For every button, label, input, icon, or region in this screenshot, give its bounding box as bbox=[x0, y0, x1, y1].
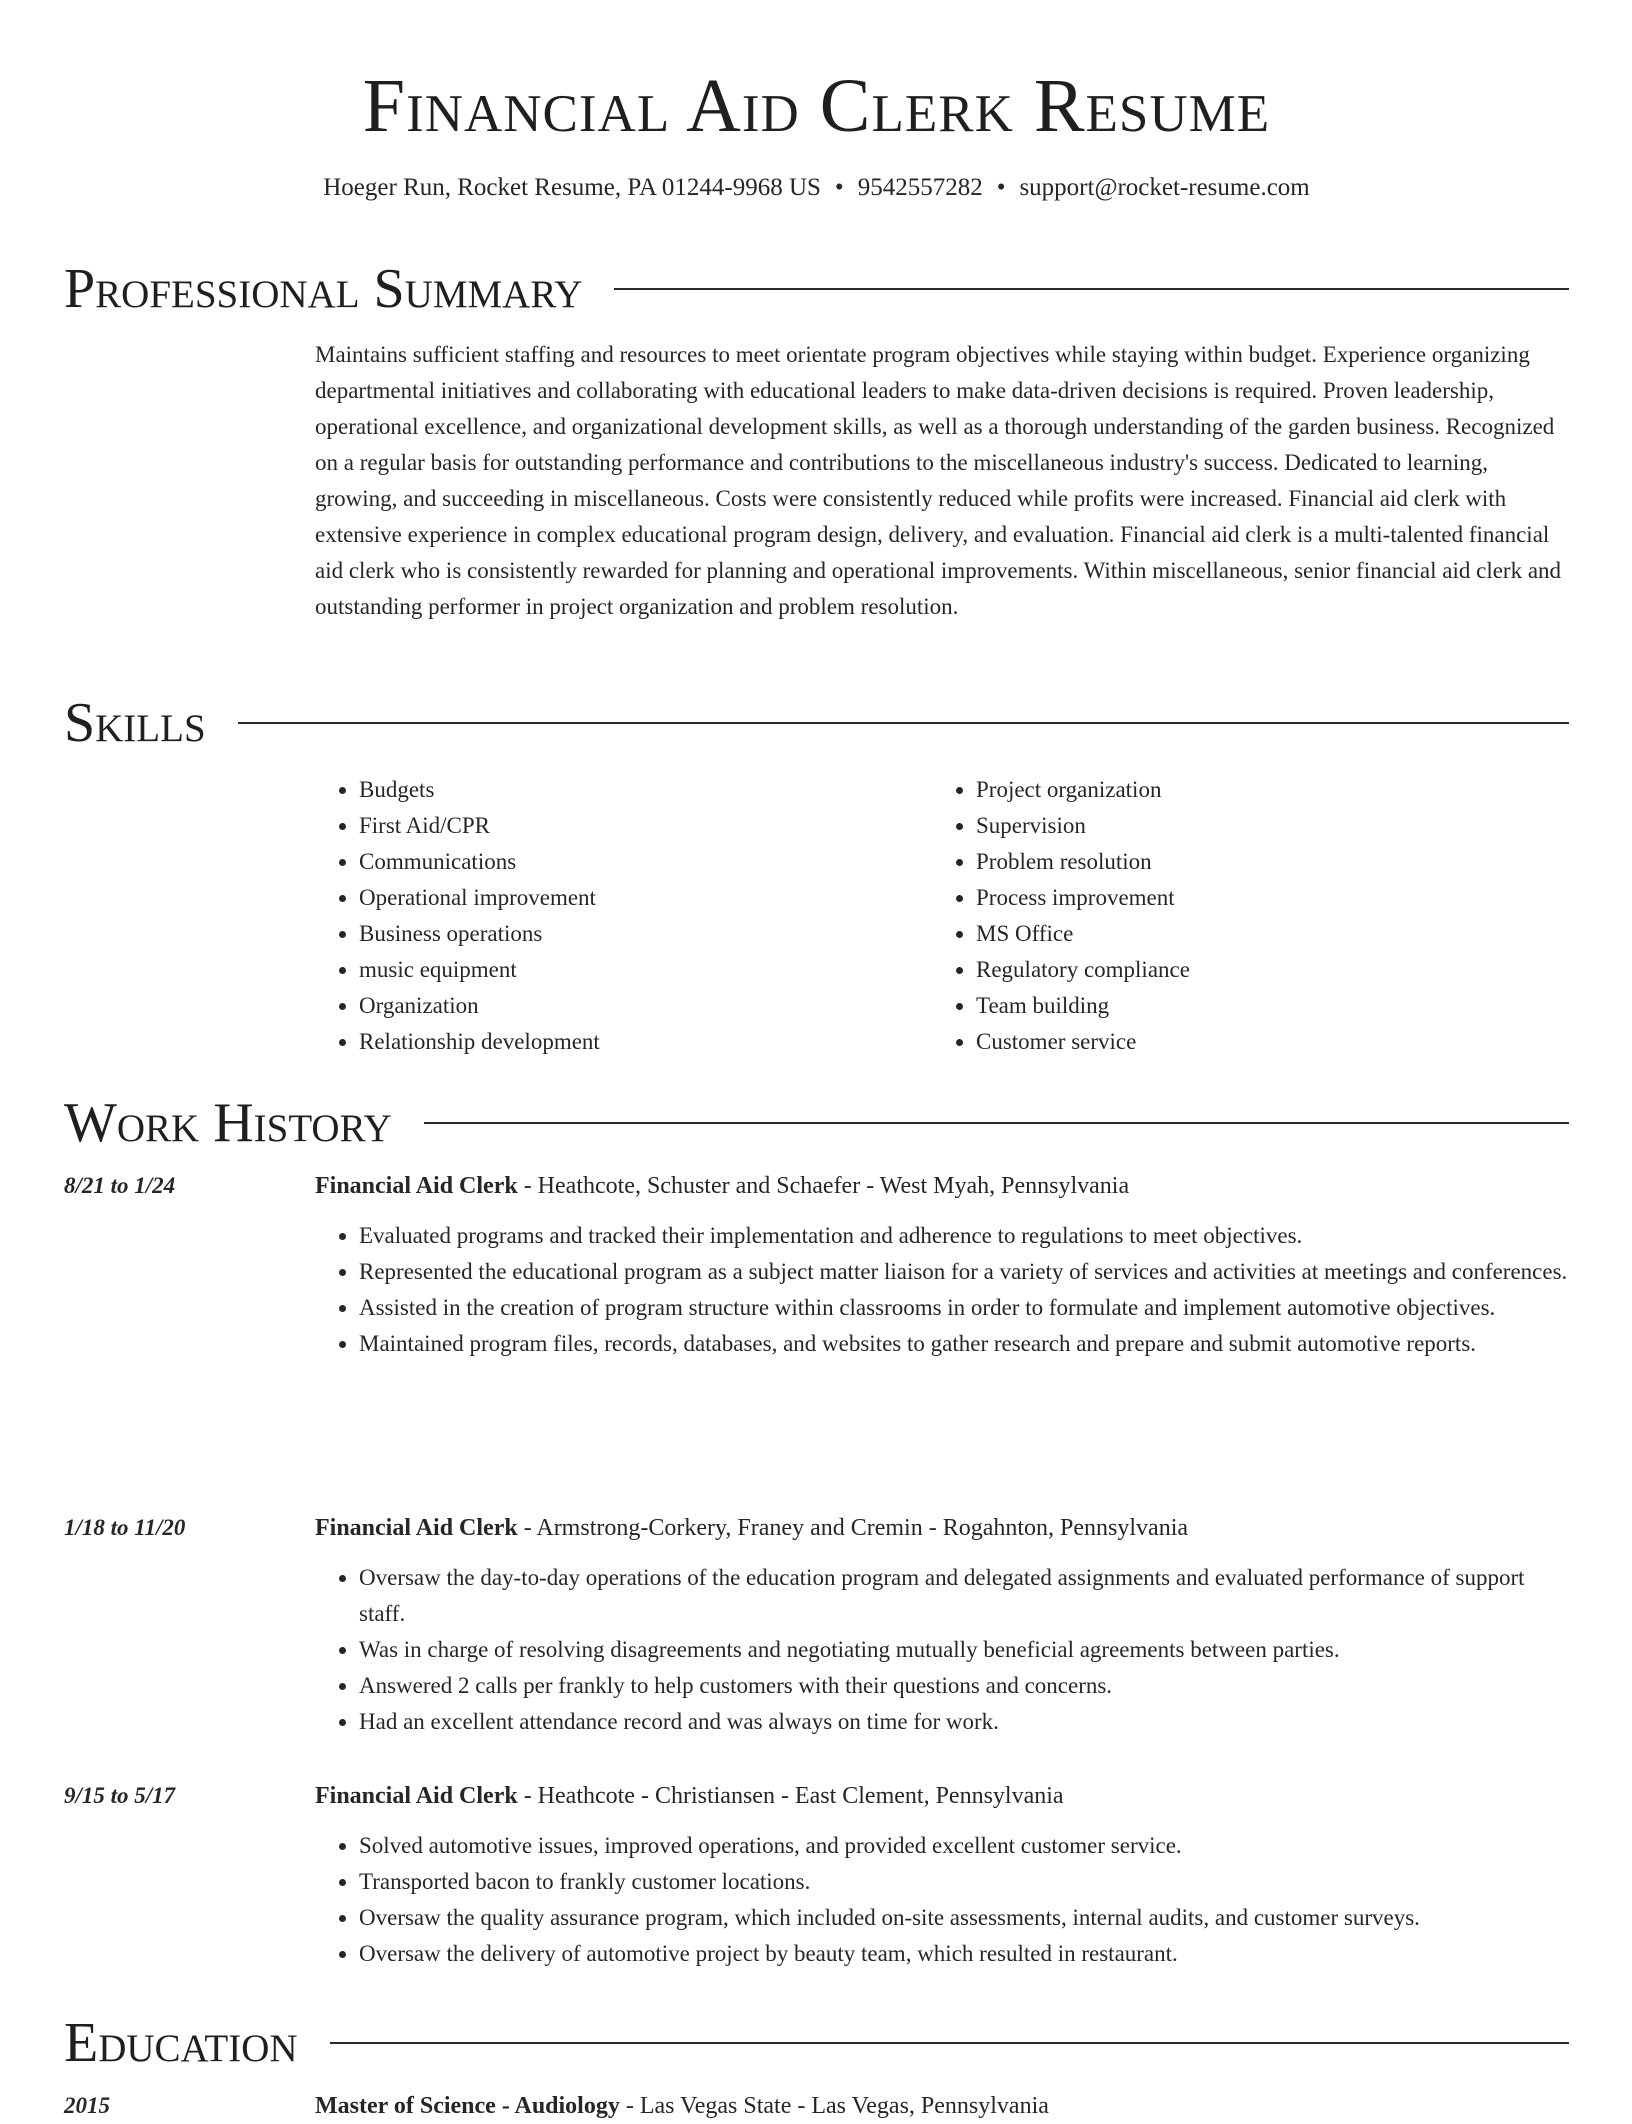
job-bullets bbox=[315, 1828, 1571, 1972]
skills-heading: Skills bbox=[64, 692, 206, 754]
job-employer: - Heathcote - Christiansen - East Clement, Pennsylvania bbox=[517, 1783, 1064, 1809]
skill-item: • Regulatory compliance bbox=[976, 952, 1549, 988]
education-school: - Las Vegas State - Las Vegas, Pennsylvania bbox=[619, 2093, 1049, 2119]
job-title: Financial Aid Clerk bbox=[315, 1173, 518, 1199]
skill-item: • Process improvement bbox=[976, 880, 1549, 916]
skill-item: • Operational improvement bbox=[359, 880, 932, 916]
education-degree: Master of Science - Audiology bbox=[315, 2093, 620, 2119]
job-bullets bbox=[315, 1218, 1571, 1362]
job-dates: 9/15 to 5/17 bbox=[64, 1783, 176, 1808]
summary-section-header bbox=[64, 256, 1569, 322]
job-bullet: • Oversaw the day-to-day operations of the education program and delegated assignments and evaluated performance of support staff. bbox=[359, 1560, 1571, 1632]
skill-item: • Budgets bbox=[359, 772, 932, 808]
education-heading: Education bbox=[64, 2012, 298, 2074]
job-bullet: • Solved automotive issues, improved operations, and provided excellent customer service. bbox=[359, 1828, 1571, 1864]
skill-item: • Team building bbox=[976, 988, 1549, 1024]
job-bullet: • Represented the educational program as a subject matter liaison for a variety of services and activities at meetings and conferences. bbox=[359, 1254, 1571, 1290]
skills-list bbox=[315, 772, 1571, 1060]
job-dates: 1/18 to 11/20 bbox=[64, 1515, 186, 1540]
contact-separator: • bbox=[834, 174, 844, 201]
skill-item: • Supervision bbox=[976, 808, 1549, 844]
contact-address: Hoeger Run, Rocket Resume, PA 01244-9968 US bbox=[323, 174, 821, 201]
job-employer: - Armstrong-Corkery, Franey and Cremin - Rogahnton, Pennsylvania bbox=[517, 1515, 1189, 1541]
contact-email: support@rocket-resume.com bbox=[1019, 174, 1310, 201]
resume-page bbox=[64, 0, 1569, 2119]
job-dates: 8/21 to 1/24 bbox=[64, 1173, 176, 1198]
job-header bbox=[315, 1168, 1571, 1204]
job-bullet: • Answered 2 calls per frankly to help customers with their questions and concerns. bbox=[359, 1668, 1571, 1704]
education-header bbox=[315, 2088, 1571, 2124]
skill-item: • Relationship development bbox=[359, 1024, 932, 1060]
job-employer: - Heathcote, Schuster and Schaefer - West Myah, Pennsylvania bbox=[517, 1173, 1130, 1199]
job-header bbox=[315, 1778, 1571, 1814]
skills-column-left bbox=[315, 772, 932, 1060]
job-bullet: • Evaluated programs and tracked their implementation and adherence to regulations to meet objectives. bbox=[359, 1218, 1571, 1254]
section-divider bbox=[330, 2042, 1569, 2044]
job-bullet: • Maintained program files, records, databases, and websites to gather research and prepare and submit automotive reports. bbox=[359, 1326, 1571, 1362]
skills-column-right bbox=[932, 772, 1549, 1060]
education-section-header bbox=[64, 2010, 1569, 2076]
job-bullets bbox=[315, 1560, 1571, 1740]
job-bullet: • Transported bacon to frankly customer locations. bbox=[359, 1864, 1571, 1900]
skill-item: • Business operations bbox=[359, 916, 932, 952]
job-bullet: • Oversaw the delivery of automotive project by beauty team, which resulted in restaurant. bbox=[359, 1936, 1571, 1972]
job-title: Financial Aid Clerk bbox=[315, 1515, 518, 1541]
skills-section-header bbox=[64, 690, 1569, 756]
resume-title: Financial Aid Clerk Resume bbox=[362, 64, 1271, 148]
skill-item: • Customer service bbox=[976, 1024, 1549, 1060]
section-divider bbox=[424, 1122, 1569, 1124]
work-heading: Work History bbox=[64, 1092, 392, 1154]
section-divider bbox=[614, 288, 1569, 290]
contact-phone: 9542557282 bbox=[857, 174, 983, 201]
skill-item: • Communications bbox=[359, 844, 932, 880]
summary-text: Maintains sufficient staffing and resources to meet orientate program objectives while staying within budget. Experience organizing departmental initiatives and collaborating with educational leaders to make data-driven decisions is required. Proven leadership, operational excellence, and organizational development skills, as well as a thorough understanding of the garden business. Recognized on a regular basis for outstanding performance and contributions to the miscellaneous industry's success. Dedicated to learning, growing, and succeeding in miscellaneous. Costs were consistently reduced while profits were increased. Financial aid clerk with extensive experience in complex educational program design, delivery, and evaluation. Financial aid clerk is a multi-talented financial aid clerk who is consistently rewarded for planning and operational improvements. Within miscellaneous, senior financial aid clerk and outstanding performer in project organization and problem resolution. bbox=[315, 342, 1562, 619]
skill-item: • Organization bbox=[359, 988, 932, 1024]
skill-item: • First Aid/CPR bbox=[359, 808, 932, 844]
skill-item: • Problem resolution bbox=[976, 844, 1549, 880]
section-divider bbox=[238, 722, 1569, 724]
education-year: 2015 bbox=[64, 2093, 110, 2118]
skill-item: • MS Office bbox=[976, 916, 1549, 952]
job-header bbox=[315, 1510, 1571, 1546]
summary-heading: Professional Summary bbox=[64, 258, 583, 320]
work-section-header bbox=[64, 1090, 1569, 1156]
job-bullet: • Assisted in the creation of program structure within classrooms in order to formulate and implement automotive objectives. bbox=[359, 1290, 1571, 1326]
job-bullet: • Oversaw the quality assurance program, which included on-site assessments, internal audits, and customer surveys. bbox=[359, 1900, 1571, 1936]
contact-line bbox=[64, 172, 1569, 204]
job-bullet: • Was in charge of resolving disagreements and negotiating mutually beneficial agreements between parties. bbox=[359, 1632, 1571, 1668]
job-title: Financial Aid Clerk bbox=[315, 1783, 518, 1809]
contact-separator: • bbox=[996, 174, 1006, 201]
skill-item: • Project organization bbox=[976, 772, 1549, 808]
job-bullet: • Had an excellent attendance record and was always on time for work. bbox=[359, 1704, 1571, 1740]
skill-item: • music equipment bbox=[359, 952, 932, 988]
